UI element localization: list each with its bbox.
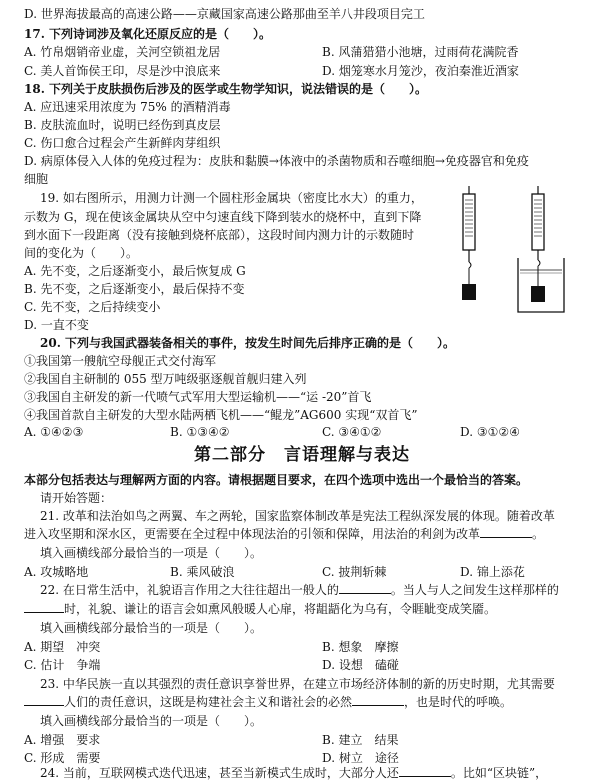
q18-option-b: B. 皮肤流血时，说明已经伤到真皮层 (24, 118, 221, 132)
q17-option-a: A. 竹帛烟销帝业虚，关河空锁祖龙居 (24, 45, 221, 59)
q24-stem-line1: 24. 当前，互联网模式迭代迅速，甚至当新模式生成时，大部分人还 。比如“区块链”， (40, 766, 548, 780)
q18-option-d: D. 病原体侵入人体的免疫过程为：皮肤和黏膜→体液中的杀菌物质和吞噬细胞→免疫器官和免疫 (24, 154, 529, 168)
fill-blank (399, 765, 451, 777)
q19-option-b: B. 先不变，之后逐渐变小，最后保持不变 (24, 282, 245, 296)
section-intro: 本部分包括表达与理解两方面的内容。请根据题目要求，在四个选项中选出一个最恰当的答案。 (24, 473, 529, 487)
q22-option-d: D. 设想 磕碰 (322, 658, 399, 672)
section-title: 第二部分 言语理解与表达 (194, 445, 410, 465)
q23-option-a: A. 增强 要求 (24, 733, 101, 747)
q23-stem-line1: 23. 中华民族一直以其强烈的责任意识享誉世界，在建立市场经济体制的新的历史时期，尤其需要 (40, 677, 555, 691)
q22-fill-prompt: 填入画横线部分最恰当的一项是（ ）。 (40, 621, 263, 635)
spring-scale-left (462, 186, 476, 300)
q19-stem-line3: 到水面下一段距离（没有接触到烧杯底部），这段时间内测力计的示数随时 (24, 228, 415, 242)
q20-option-c: C. ③④①② (322, 425, 382, 439)
metal-block-right (531, 286, 545, 302)
q20-event-4: ④我国首款自主研发的大型水陆两栖飞机——“鲲龙”AG600 实现“双首飞” (24, 408, 418, 422)
q19-option-d: D. 一直不变 (24, 318, 89, 332)
q21-option-a: A. 攻城略地 (24, 565, 89, 579)
q22-option-a: A. 期望 冲突 (24, 640, 101, 654)
q19-stem-line4: 间的变化为（ ）。 (24, 246, 139, 260)
q17-option-d: D. 烟笼寒水月笼沙，夜泊秦淮近酒家 (322, 64, 519, 78)
fill-blank (339, 582, 391, 594)
fill-blank (24, 694, 64, 706)
q22-stem-line2: 时，礼貌、谦让的语言会如熏风般暖人心扉，将龃龉化为乌有，令睚眦变成笑靥。 (24, 601, 496, 617)
q20-event-1: ①我国第一艘航空母舰正式交付海军 (24, 354, 217, 368)
q23-stem-line2: 人们的责任意识，这既是构建社会主义和谐社会的必然 ，也是时代的呼唤。 (24, 694, 512, 710)
q21-stem-line2: 进入攻坚期和深水区，更需要在全过程中体现法治的引领和保障，用法治的利剑为改革 。 (24, 527, 545, 541)
q22-stem-line1: 22. 在日常生活中，礼貌语言作用之大往往超出一般人的 。当人与人之间发生这样那样的 (40, 583, 559, 597)
q21-option-b: B. 乘风破浪 (170, 565, 235, 579)
q18-option-a: A. 应迅速采用浓度为 75% 的酒精消毒 (24, 100, 231, 114)
q21-option-d: D. 锦上添花 (460, 565, 525, 579)
q18-stem: 18. 下列关于皮肤损伤后涉及的医学或生物学知识，说法错误的是（ ）。 (24, 82, 428, 96)
q19-option-a: A. 先不变，之后逐渐变小，最后恢复成 G (24, 264, 246, 278)
q18-option-c: C. 伤口愈合过程会产生新鲜肉芽组织 (24, 136, 221, 150)
q18-option-d-cont: 细胞 (24, 172, 49, 186)
q23-option-b: B. 建立 结果 (322, 733, 399, 747)
metal-block-left (462, 284, 476, 300)
q22-option-c: C. 估计 争端 (24, 658, 101, 672)
fill-blank (24, 601, 64, 613)
q16-option-d: D. 世界海拔最高的高速公路——京藏国家高速公路那曲至羊八井段项目完工 (24, 7, 425, 21)
q20-event-2: ②我国自主研制的 055 型万吨级驱逐舰首舰归建入列 (24, 372, 307, 386)
q20-option-d: D. ③①②④ (460, 425, 520, 439)
q17-option-c: C. 美人首饰侯王印，尽是沙中浪底来 (24, 64, 221, 78)
q23-option-c: C. 形成 需要 (24, 751, 101, 765)
spring-scale-right (518, 186, 564, 312)
q20-option-b: B. ①③④② (170, 425, 230, 439)
q19-option-c: C. 先不变，之后持续变小 (24, 300, 161, 314)
q21-stem-line1: 21. 改革和法治如鸟之两翼、车之两轮，国家监察体制改革是宪法工程纵深发展的体现。随着改革 (40, 509, 555, 523)
q19-stem-line1: 19. 如右图所示，用测力计测一个圆柱形金属块（密度比水大）的重力， (40, 191, 423, 205)
spring-scale-figure (452, 186, 592, 316)
q21-fill-prompt: 填入画横线部分最恰当的一项是（ ）。 (40, 546, 263, 560)
section-start: 请开始答题： (40, 491, 113, 505)
q20-option-a: A. ①④②③ (24, 425, 84, 439)
beaker (518, 258, 564, 312)
q17-option-b: B. 风蒲猎猎小池塘，过雨荷花满院香 (322, 45, 519, 59)
q22-option-b: B. 想象 摩擦 (322, 640, 399, 654)
fill-blank (480, 526, 532, 538)
q23-option-d: D. 树立 途径 (322, 751, 399, 765)
q17-stem: 17. 下列诗词涉及氧化还原反应的是（ ）。 (24, 27, 272, 41)
q20-event-3: ③我国自主研发的新一代喷气式军用大型运输机——“运 -20”首飞 (24, 390, 372, 404)
q19-stem-line2: 示数为 G，现在使该金属块从空中匀速直线下降到装水的烧杯中，直到下降 (24, 210, 422, 224)
fill-blank (352, 694, 404, 706)
q23-fill-prompt: 填入画横线部分最恰当的一项是（ ）。 (40, 714, 263, 728)
q20-stem: 20. 下列与我国武器装备相关的事件，按发生时间先后排序正确的是（ ）。 (40, 336, 456, 350)
q21-option-c: C. 披荆斩棘 (322, 565, 387, 579)
